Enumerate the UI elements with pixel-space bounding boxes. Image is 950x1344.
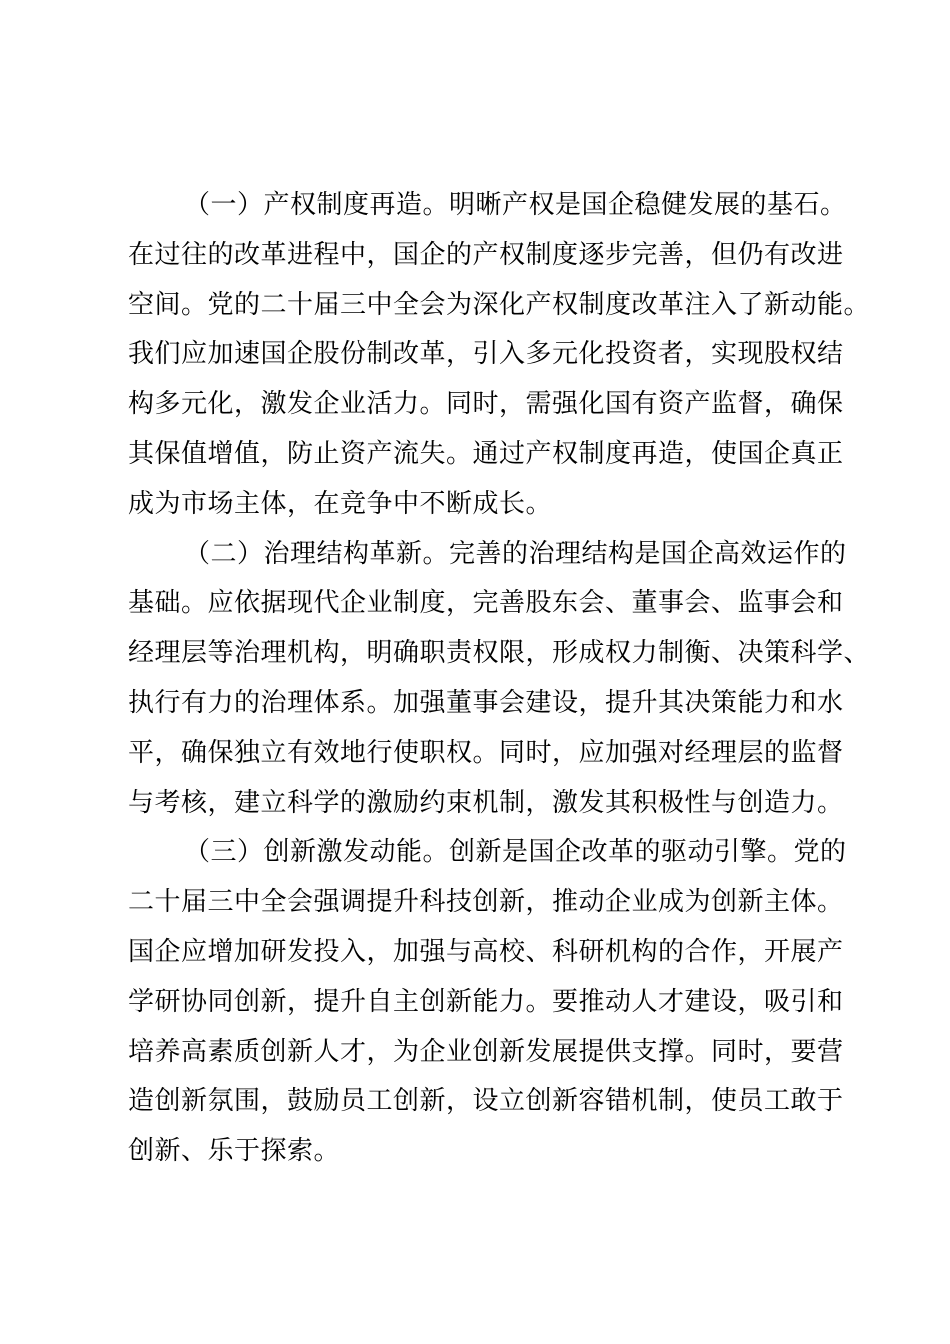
text-line: 在过往的改革进程中，国企的产权制度逐步完善，但仍有改进 bbox=[128, 239, 844, 270]
text-line: 其保值增值，防止资产流失。通过产权制度再造，使国企真正 bbox=[128, 438, 844, 469]
text-line: 构多元化，激发企业活力。同时，需强化国有资产监督，确保 bbox=[128, 389, 844, 420]
text-line: 培养高素质创新人才，为企业创新发展提供支撑。同时，要营 bbox=[128, 1036, 844, 1067]
text-line: 创新、乐于探索。 bbox=[128, 1136, 341, 1167]
text-line: 二十届三中全会强调提升科技创新，推动企业成为创新主体。 bbox=[128, 887, 844, 918]
text-line: 执行有力的治理体系。加强董事会建设，提升其决策能力和水 bbox=[128, 687, 844, 718]
text-line: 基础。应依据现代企业制度，完善股东会、董事会、监事会和 bbox=[128, 588, 844, 619]
paragraph-governance-structure bbox=[128, 530, 871, 829]
document-body bbox=[128, 181, 871, 1177]
text-line: （一）产权制度再造。明晰产权是国企稳健发展的基石。 bbox=[184, 190, 847, 220]
text-line: 成为市场主体，在竞争中不断成长。 bbox=[128, 488, 553, 519]
text-line: （二）治理结构革新。完善的治理结构是国企高效运作的 bbox=[184, 538, 847, 569]
text-line: 与考核，建立科学的激励约束机制，激发其积极性与创造力。 bbox=[128, 787, 844, 818]
text-line: 空间。党的二十届三中全会为深化产权制度改革注入了新动能。 bbox=[128, 289, 871, 320]
paragraph-innovation bbox=[128, 828, 858, 1177]
paragraph-property-rights bbox=[128, 181, 871, 530]
text-line: 国企应增加研发投入，加强与高校、科研机构的合作，开展产 bbox=[128, 936, 844, 967]
text-line: 造创新氛围，鼓励员工创新，设立创新容错机制，使员工敢于 bbox=[128, 1086, 844, 1117]
text-line: 经理层等治理机构，明确职责权限，形成权力制衡、决策科学、 bbox=[128, 638, 871, 669]
text-line: 我们应加速国企股份制改革，引入多元化投资者，实现股权结 bbox=[128, 339, 844, 370]
text-line: 学研协同创新，提升自主创新能力。要推动人才建设，吸引和 bbox=[128, 986, 844, 1017]
text-line: （三）创新激发动能。创新是国企改革的驱动引擎。党的 bbox=[184, 837, 847, 868]
text-line: 平，确保独立有效地行使职权。同时，应加强对经理层的监督 bbox=[128, 737, 844, 768]
